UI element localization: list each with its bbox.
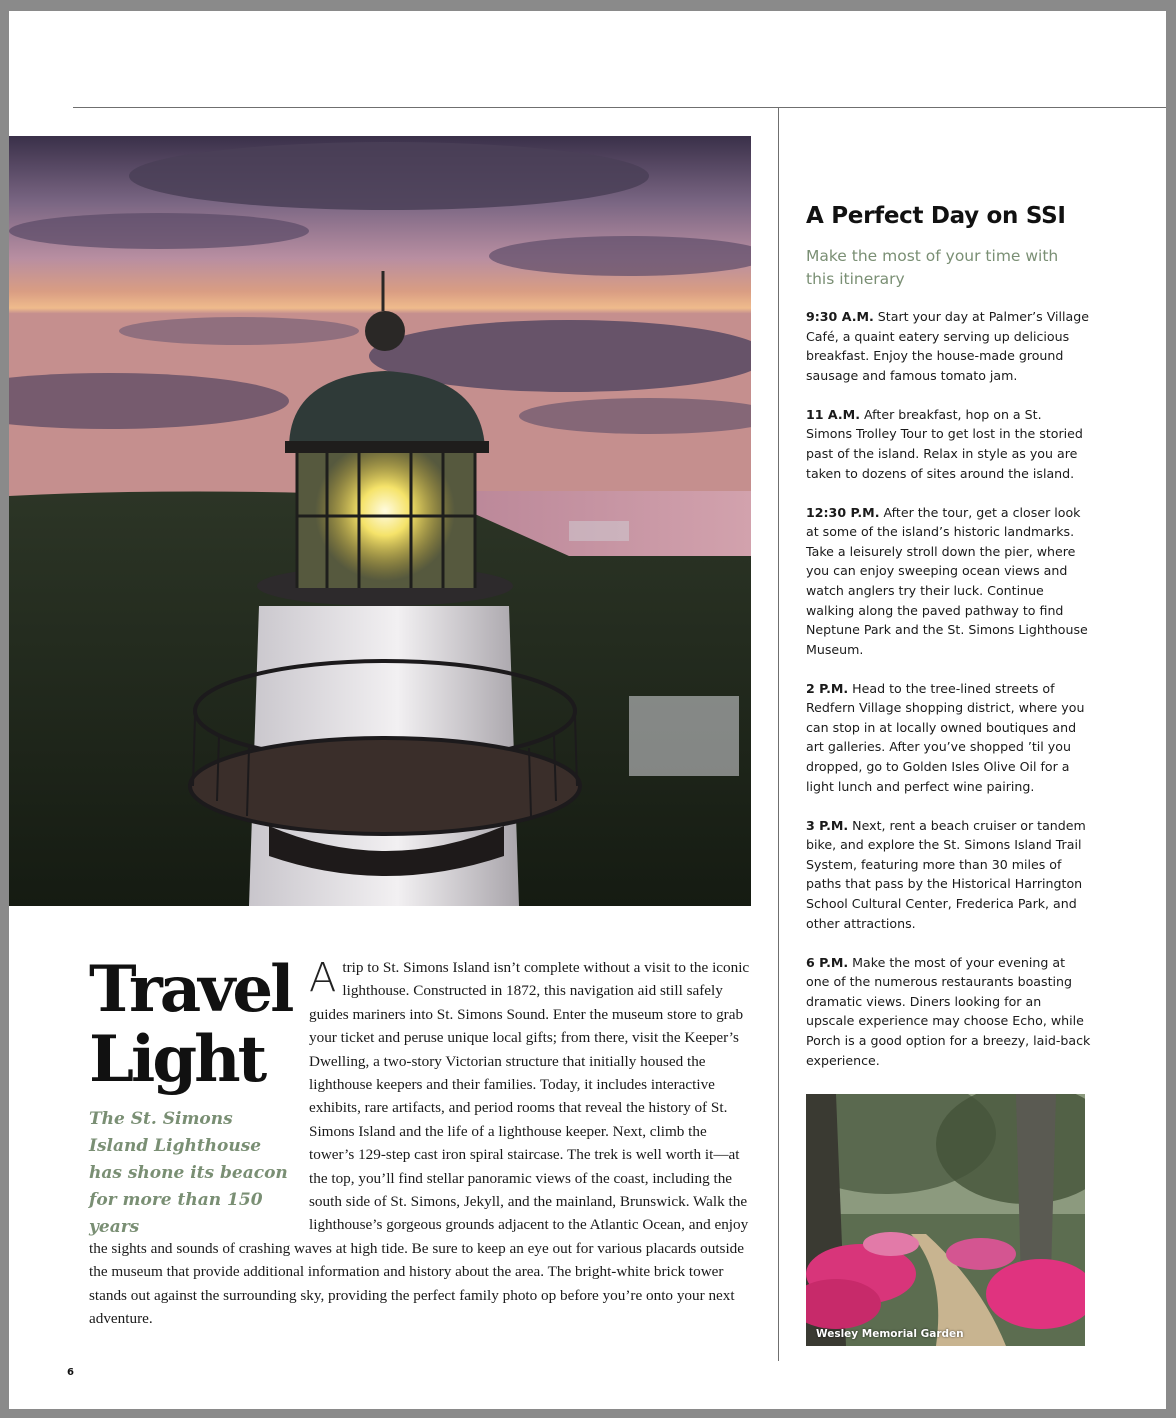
photo-caption: Wesley Memorial Garden <box>816 1328 964 1340</box>
itinerary-text: Head to the tree-lined streets of Redfern Village shopping district, where you can stop in at locally owned boutiques and art galleries. After you’ve shopped ’til you dropped, go to Golden Isles Olive Oil for a light lunch and perfect wine pairing. <box>806 680 1085 794</box>
sidebar-subtitle: Make the most of your time with this itinerary <box>806 247 1059 288</box>
itinerary-item <box>806 953 1091 1071</box>
itinerary-item <box>806 307 1091 385</box>
itinerary-time: 9:30 A.M. <box>806 309 874 324</box>
itinerary-time: 12:30 P.M. <box>806 504 880 520</box>
article-subtitle: The St. Simons Island Lighthouse has shone its beacon for more than 150 years <box>89 1109 288 1237</box>
itinerary-item <box>806 405 1091 483</box>
title-line-1: Travel <box>89 952 292 1027</box>
article-text: trip to St. Simons Island isn’t complete without a visit to the iconic lighthouse. Constructed in 1872, this navigation aid still safely guides mariners into St. Simons Sound. Enter the museum store to grab your ticket and peruse unique local gifts; from there, visit the Keeper’s Dwelling, a two-story Victorian structure that initially housed the lighthouse keepers and their families. Today, it includes interactive exhibits, rare artifacts, and period rooms that reveal the history of St. Simons Island and the life of a lighthouse keeper. Next, climb the tower’s 129-step cast iron spiral staircase. The trek is well worth it—at the top, you’ll find stellar panoramic views of the coast, including the south side of St. Simons, Jekyll, and the mainland, Brunswick. Walk the lighthouse’s gorgeous grounds adjacent to the Atlantic Ocean, and enjoy the sights and sounds of crashing waves at high tide. Be sure to keep an eye out for various placards outside the museum that provide additional information and history about the area. The bright-white brick tower stands out against the surrounding sky, providing the perfect family photo op before you’re onto your next adventure. <box>89 959 750 1328</box>
itinerary-time: 6 P.M. <box>806 954 849 970</box>
itinerary-time: 11 A.M. <box>806 406 860 422</box>
itinerary-text: Make the most of your evening at one of the numerous restaurants boasting dramatic views. Diners looking for an upscale experience may choose Echo, while Porch is a good option for a breezy, laid-back experience. <box>806 954 1091 1068</box>
title-spacer <box>89 952 309 1236</box>
magazine-page <box>9 11 1166 1409</box>
article-body <box>89 952 751 1331</box>
itinerary-item <box>806 679 1091 797</box>
itinerary-item <box>806 816 1091 934</box>
itinerary-item <box>806 503 1091 660</box>
drop-cap: A <box>309 955 337 1001</box>
column-rule <box>778 107 779 1361</box>
itinerary-text: Start your day at Palmer’s Village Café, a quaint eatery serving up delicious breakfast. Enjoy the house-made ground sausage and famous tomato jam. <box>806 309 1090 383</box>
garden-photo <box>806 1094 1085 1346</box>
itinerary-time: 3 P.M. <box>806 817 849 833</box>
lighthouse-photo <box>9 136 751 906</box>
top-rule <box>73 107 1166 108</box>
itinerary-list <box>806 307 1091 1090</box>
title-line-2: Light <box>89 1022 265 1097</box>
page-number: 6 <box>67 1367 74 1378</box>
itinerary-text: After breakfast, hop on a St. Simons Trolley Tour to get lost in the storied past of the island. Relax in style as you are taken to dozens of sites around the island. <box>806 406 1083 481</box>
itinerary-text: After the tour, get a closer look at some of the island’s historic landmarks. Take a leisurely stroll down the pier, where you can enjoy sweeping ocean views and watch anglers try their luck. Continue walking along the paved pathway to find Neptune Park and the St. Simons Lighthouse Museum. <box>806 504 1088 657</box>
sidebar-title: A Perfect Day on SSI <box>806 203 1066 229</box>
itinerary-text: Next, rent a beach cruiser or tandem bike, and explore the St. Simons Island Trail System, featuring more than 30 miles of paths that pass by the Historical Harrington School Cultural Center, Frederica Park, and other attractions. <box>806 817 1086 931</box>
itinerary-time: 2 P.M. <box>806 680 849 696</box>
